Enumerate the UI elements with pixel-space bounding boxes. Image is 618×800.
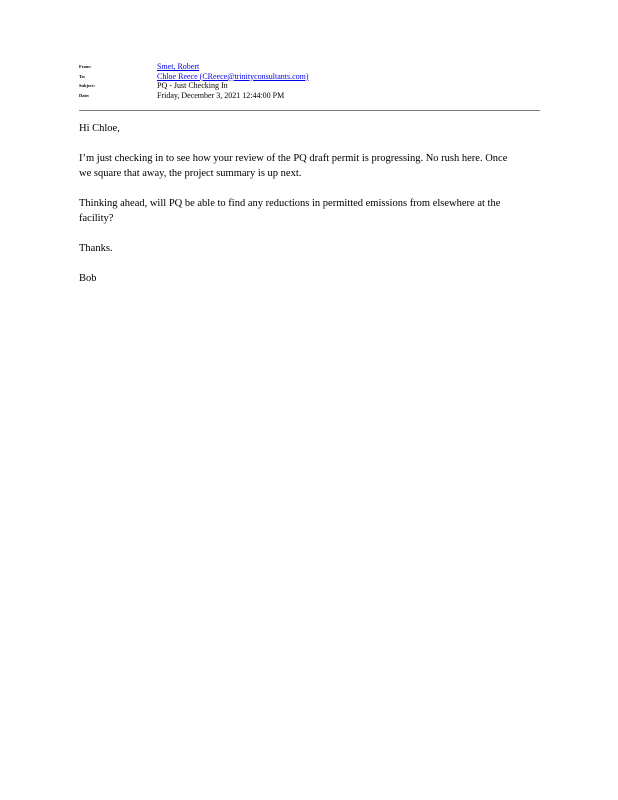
subject-label: Subject: (79, 83, 95, 88)
from-label: From: (79, 64, 92, 69)
subject-row (79, 81, 539, 91)
header-divider (79, 110, 540, 111)
email-header (79, 62, 539, 100)
body-paragraph-2-line-2: facility? (79, 213, 114, 224)
from-row (79, 62, 539, 72)
greeting: Hi Chloe, (79, 123, 120, 134)
body-paragraph-1-line-2: we square that away, the project summary is up next. (79, 168, 302, 179)
body-paragraph-1 (79, 151, 541, 181)
to-row (79, 72, 539, 82)
subject-value: PQ - Just Checking In (157, 81, 228, 90)
to-recipient-link[interactable]: Chloe Reece (CReece@trinityconsultants.com) (157, 71, 309, 81)
date-value: Friday, December 3, 2021 12:44:00 PM (157, 90, 285, 100)
from-sender-link[interactable]: Smet, Robert (157, 62, 200, 71)
body-paragraph-2 (79, 196, 541, 226)
date-label: Date: (79, 92, 90, 98)
date-row (79, 91, 539, 101)
to-label: To: (79, 73, 86, 79)
body-paragraph-1-line-1: I’m just checking in to see how your review of the PQ draft permit is progressing. No rush here. Once (79, 153, 508, 164)
signature: Bob (79, 273, 97, 284)
closing-thanks: Thanks. (79, 243, 113, 254)
body-paragraph-2-line-1: Thinking ahead, will PQ be able to find any reductions in permitted emissions from elsewhere at the (79, 198, 501, 209)
email-body (79, 121, 541, 301)
